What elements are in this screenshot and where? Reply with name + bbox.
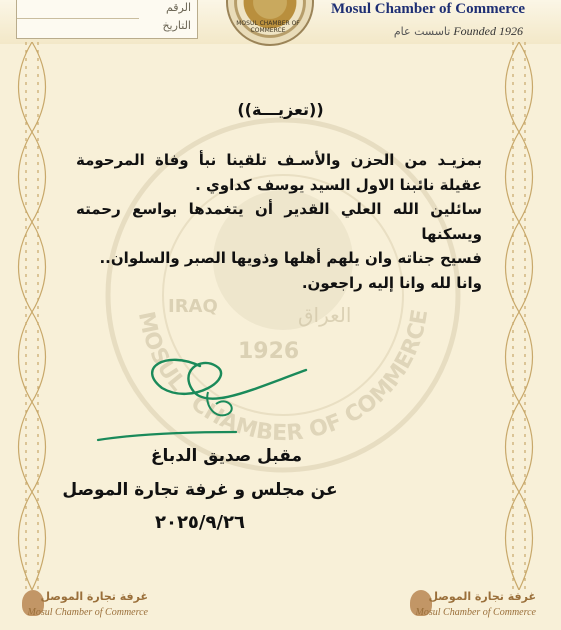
watermark-year: 1926 (238, 339, 300, 364)
footer-logo-right (406, 590, 536, 626)
letter-date: ٢٠٢٥/٩/٢٦ (154, 512, 246, 533)
letter-line-2: عقيلة نائبنا الاول السيد يوسف كداوي . (195, 175, 482, 194)
right-ornament-border (499, 42, 539, 590)
ref-number-label: الرقم (165, 1, 191, 14)
letter-body (76, 148, 482, 295)
seal-text: MOSUL CHAMBER OF COMMERCE (236, 20, 300, 34)
reference-box (16, 0, 198, 39)
founded-ar: تاسست عام (393, 25, 451, 38)
chamber-name-en: Mosul Chamber of Commerce (331, 1, 525, 17)
watermark-iraq-ar: العراق (298, 303, 352, 327)
footer-left-en: Mosul Chamber of Commerce (27, 607, 148, 618)
signatory-org: عن مجلس و غرفة تجارة الموصل (62, 480, 338, 500)
handwritten-signature (96, 348, 316, 448)
footer-left-ar: غرفة تجارة الموصل (40, 590, 148, 603)
letter-line-3: سائلين الله العلي القدير أن يتغمدها بواسع رحمته ويسكنها (76, 200, 482, 243)
watermark-text-chamber: CHAMBER OF COMMERCE (185, 307, 434, 447)
letter-line-5: وانا لله وانا إليه راجعون. (301, 273, 482, 292)
footer-right-en: Mosul Chamber of Commerce (415, 607, 536, 618)
letter-line-4: فسيح جناته وان يلهم أهلها وذويها الصبر والسلوان.. (99, 249, 482, 267)
left-ornament-border (12, 42, 52, 590)
letter-line-1: بمزيـد من الحزن والأسـف تلقينا نبأ وفاة المرحومة (76, 151, 482, 169)
watermark-text-mosul: MOSUL (132, 309, 191, 397)
letter-title: ((تعزيـــة)) (237, 100, 324, 119)
founded-line (390, 24, 523, 39)
footer-logo-left (18, 590, 148, 626)
ref-date-label: التاريخ (162, 19, 191, 32)
signatory-name: مقبل صديق الدباغ (150, 446, 302, 466)
footer-right-ar: غرفة تجارة الموصل (428, 590, 536, 603)
watermark-iraq-en: IRAQ (168, 296, 218, 317)
founded-en: Founded 1926 (453, 24, 523, 38)
